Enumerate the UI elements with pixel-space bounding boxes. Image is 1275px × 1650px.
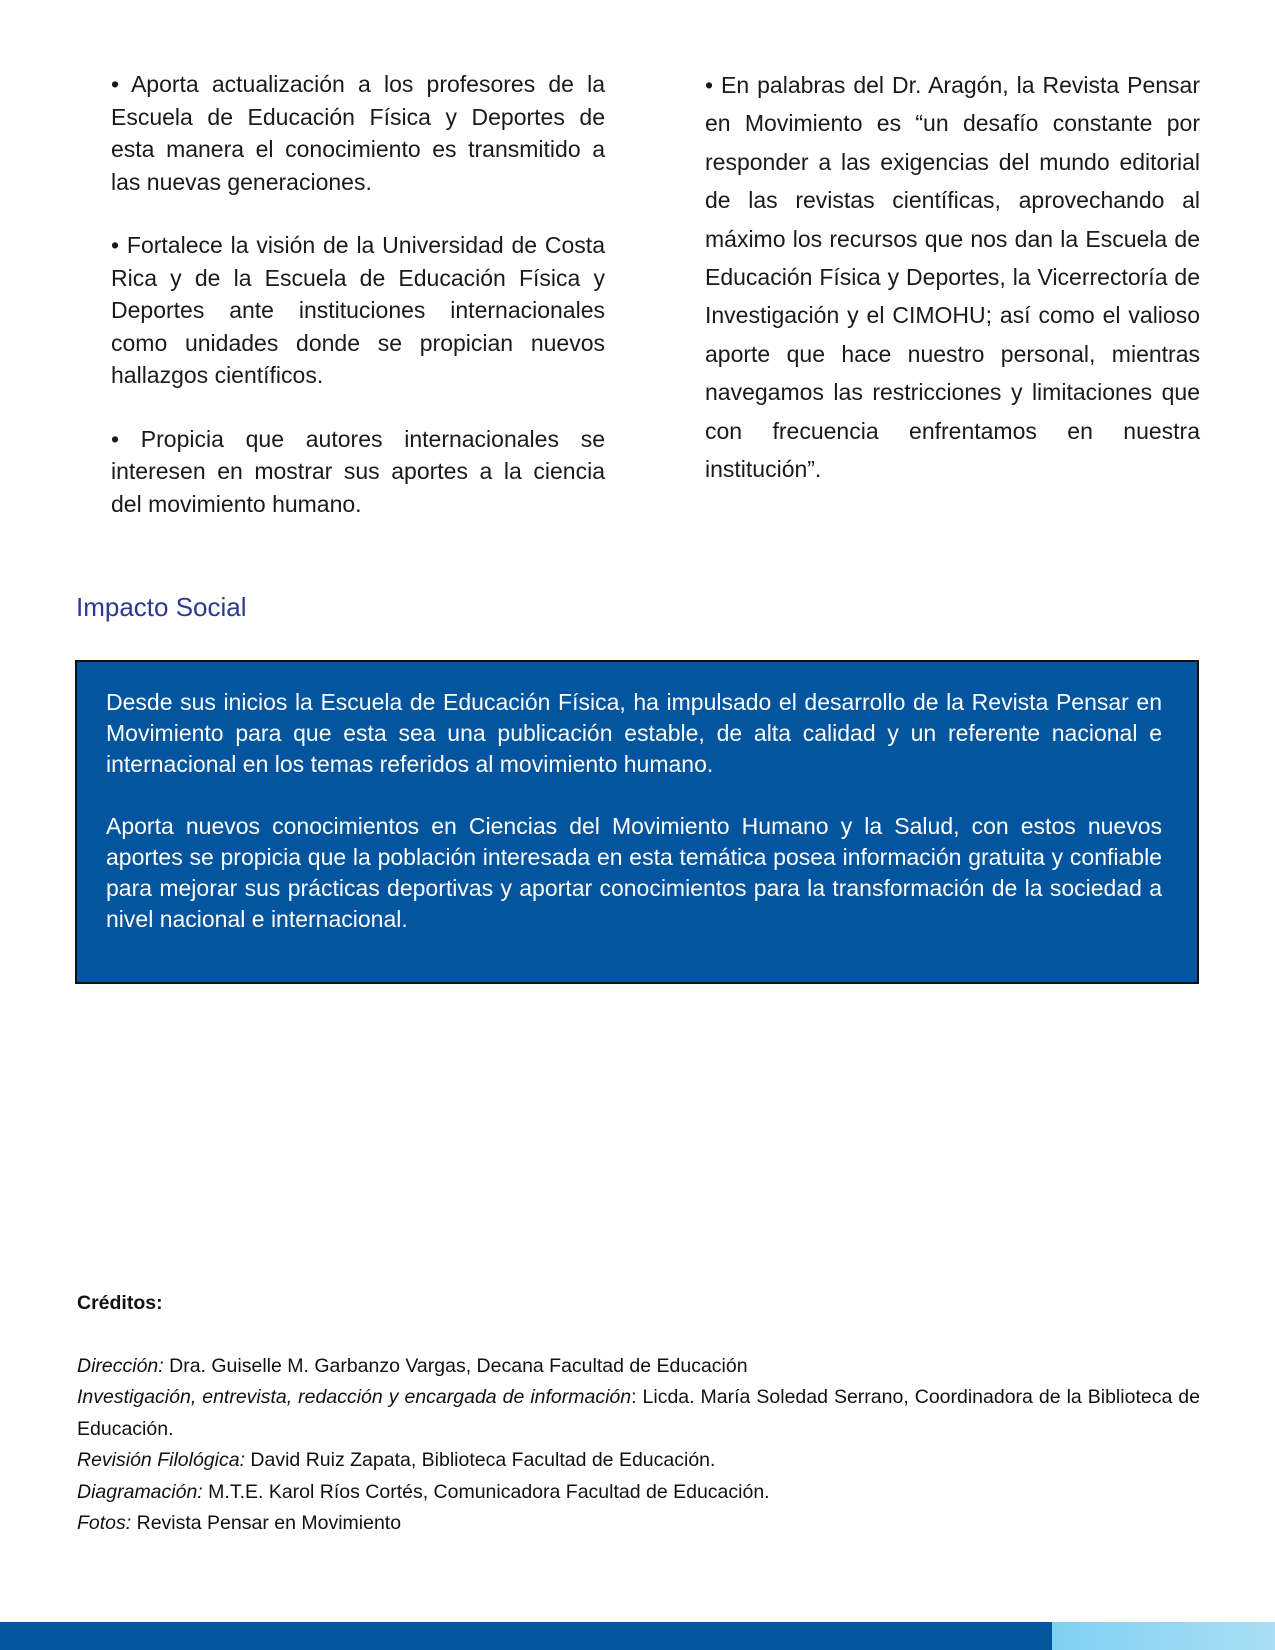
credit-text: Dra. Guiselle M. Garbanzo Vargas, Decana Facultad de Educación bbox=[163, 1354, 748, 1377]
credit-line bbox=[77, 1445, 1200, 1477]
credits-title: Créditos: bbox=[77, 1292, 163, 1314]
quote-paragraph: • En palabras del Dr. Aragón, la Revista Pensar en Movimiento es “un desafío constante por responder a las exigencias del mundo editorial de las revistas científicas, aprovechando al máximo los recursos que nos dan la Escuela de Educación Física y Deportes, la Vicerrectoría de Investigación y el CIMOHU; así como el valioso aporte que hace nuestro personal, mientras navegamos las restricciones y limitaciones que con frecuencia enfrentamos en nuestra institución”. bbox=[705, 72, 1200, 483]
credit-text: : Licda. María Soledad Serrano, Coordinadora de la Biblioteca de Educación. bbox=[77, 1386, 1200, 1440]
section-title: Impacto Social bbox=[76, 592, 247, 622]
bullet-paragraph: • Propicia que autores internacionales se interesen en mostrar sus aportes a la ciencia del movimiento humano. bbox=[111, 425, 605, 517]
credits-section bbox=[77, 1288, 1200, 1540]
left-column bbox=[111, 68, 605, 551]
credit-role: Investigación, entrevista, redacción y encargada de información bbox=[77, 1386, 632, 1408]
bullet-paragraph: • Fortalece la visión de la Universidad de Costa Rica y de la Escuela de Educación Física y Deportes ante instituciones internacionales como unidades donde se propician nuevos hallazgos científicos. bbox=[111, 232, 605, 388]
impact-box bbox=[75, 660, 1199, 984]
bullet-paragraph: • Aporta actualización a los profesores de la Escuela de Educación Física y Deportes de esta manera el conocimiento es transmitido a las nuevas generaciones. bbox=[111, 71, 605, 195]
credit-line bbox=[77, 1382, 1200, 1445]
footer-accent-bar bbox=[1052, 1622, 1275, 1650]
impact-paragraph: Aporta nuevos conocimientos en Ciencias del Movimiento Humano y la Salud, con estos nuevos aportes se propicia que la población interesada en esta temática posea información gratuita y confiable para mejorar sus prácticas deportivas y aportar conocimientos para la transformación de la sociedad a nivel nacional e internacional. bbox=[106, 813, 1162, 932]
credit-role: Dirección: bbox=[77, 1354, 164, 1377]
credit-role: Fotos: bbox=[77, 1512, 132, 1534]
credit-line bbox=[77, 1351, 1200, 1383]
credit-role: Diagramación: bbox=[77, 1480, 203, 1503]
credit-role: Revisión Filológica: bbox=[77, 1449, 245, 1471]
right-column bbox=[705, 66, 1200, 488]
credit-text: M.T.E. Karol Ríos Cortés, Comunicadora Facultad de Educación. bbox=[202, 1480, 770, 1503]
credit-line bbox=[77, 1508, 1200, 1540]
credit-text: Revista Pensar en Movimiento bbox=[131, 1512, 402, 1534]
impact-paragraph: Desde sus inicios la Escuela de Educación Física, ha impulsado el desarrollo de la Revista Pensar en Movimiento para que esta sea una publicación estable, de alta calidad y un referente nacional e internacional en los temas referidos al movimiento humano. bbox=[106, 689, 1162, 777]
footer-bar bbox=[0, 1622, 1052, 1650]
credit-text: David Ruiz Zapata, Biblioteca Facultad de Educación. bbox=[245, 1449, 716, 1471]
credit-line bbox=[77, 1477, 1200, 1509]
